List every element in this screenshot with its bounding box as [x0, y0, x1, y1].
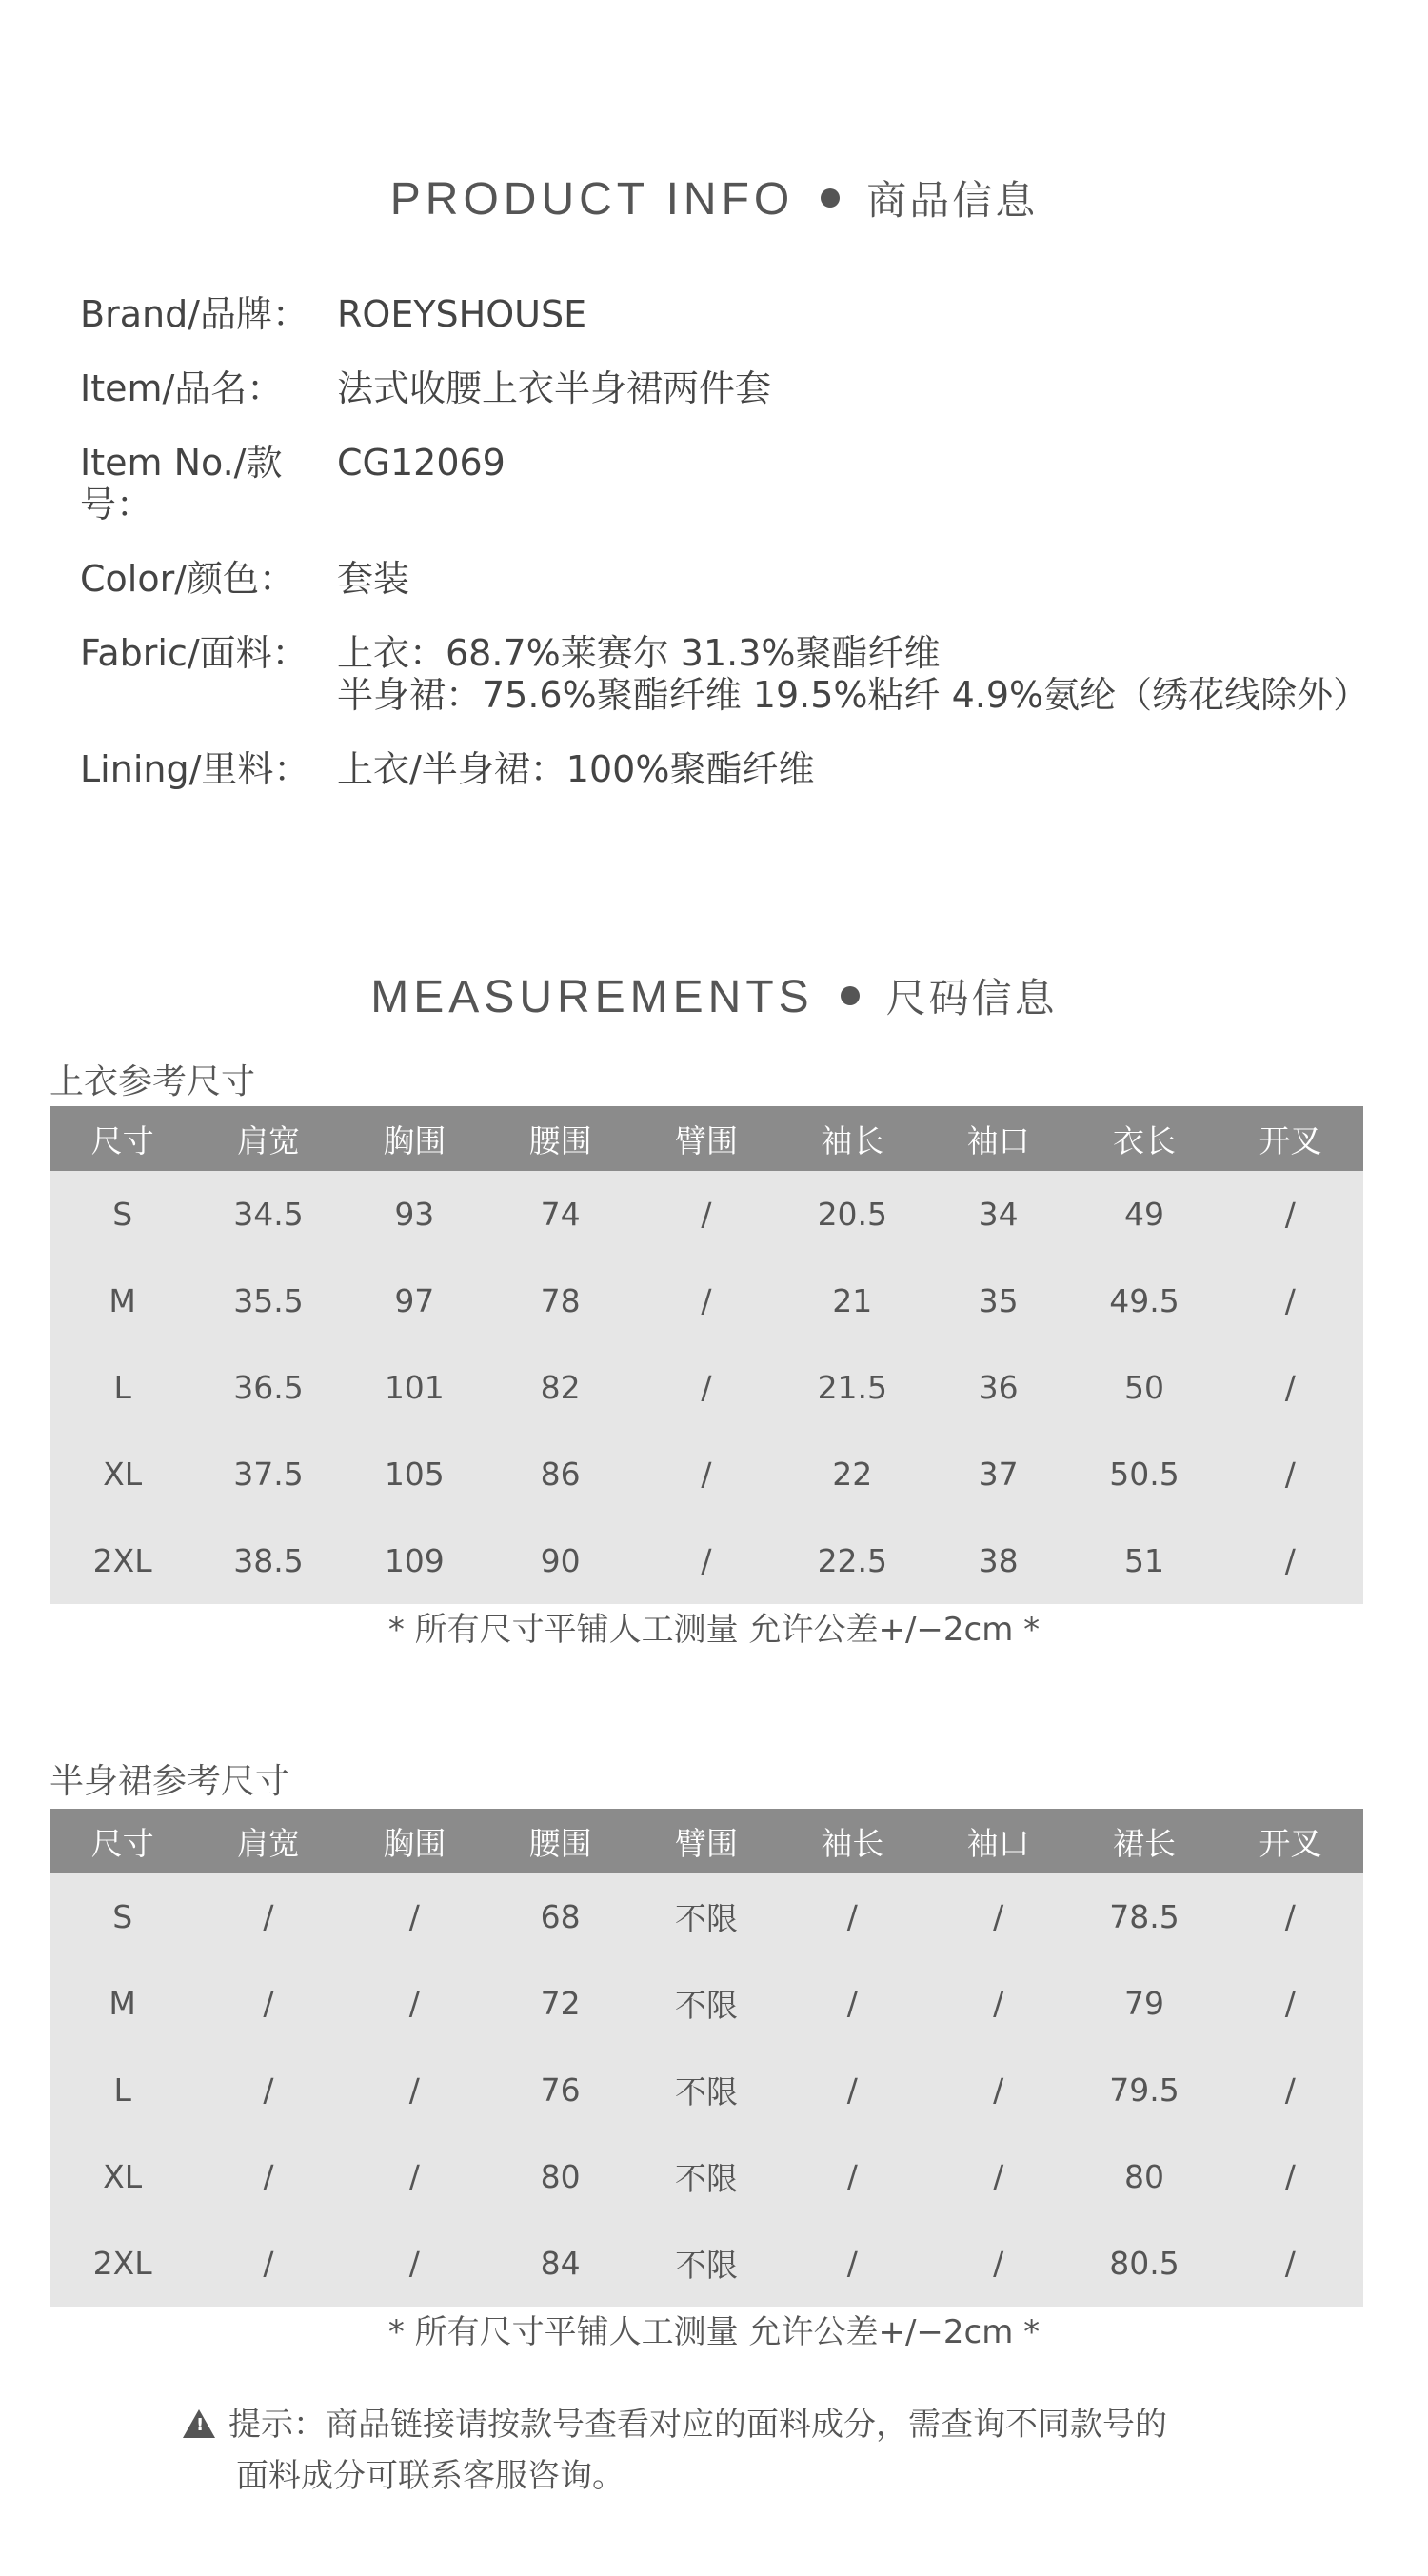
- table-cell: 49: [1071, 1171, 1217, 1258]
- table-cell: /: [342, 2220, 487, 2307]
- table-cell: /: [342, 1960, 487, 2047]
- info-value-line: 套装: [337, 558, 410, 600]
- table-cell: 21: [780, 1258, 925, 1344]
- info-row: [80, 632, 1394, 716]
- table-cell: /: [780, 2133, 925, 2220]
- table-row: [50, 1171, 1363, 1258]
- table-row: [50, 2133, 1363, 2220]
- table-cell: /: [1218, 1258, 1363, 1344]
- table-cell: M: [50, 1960, 195, 2047]
- product-info-title-cn: 商品信息: [866, 177, 1039, 224]
- column-header: 臂围: [633, 1106, 779, 1171]
- table-row: [50, 2220, 1363, 2307]
- info-row: [80, 367, 1394, 409]
- bullet-dot-icon: [841, 986, 860, 1005]
- table-cell: /: [342, 2047, 487, 2133]
- info-value: [337, 748, 1394, 790]
- table-cell: 74: [487, 1171, 633, 1258]
- info-label: Color/颜色：: [80, 558, 296, 600]
- table-cell: /: [1218, 1873, 1363, 1960]
- table-cell: /: [195, 2133, 341, 2220]
- skirt-table-note: * 所有尺寸平铺人工测量 允许公差+/−2cm *: [387, 2313, 1041, 2351]
- table-cell: 51: [1071, 1517, 1217, 1604]
- table-cell: 35: [925, 1258, 1071, 1344]
- bullet-dot-icon: [821, 188, 840, 208]
- tip-notice: [183, 2399, 1325, 2502]
- column-header: 尺寸: [50, 1809, 195, 1873]
- table-cell: /: [342, 2133, 487, 2220]
- table-cell: /: [633, 1171, 779, 1258]
- table-cell: /: [780, 1960, 925, 2047]
- table-cell: /: [925, 2220, 1071, 2307]
- column-header: 肩宽: [195, 1809, 341, 1873]
- measurements-title-cn: 尺码信息: [885, 975, 1058, 1021]
- product-info-list: [80, 293, 1394, 822]
- table-cell: /: [1218, 2220, 1363, 2307]
- table-cell: 不限: [633, 2220, 779, 2307]
- table-cell: 2XL: [50, 2220, 195, 2307]
- table-row: [50, 1258, 1363, 1344]
- table-row: [50, 1960, 1363, 2047]
- skirt-table-caption: 半身裙参考尺寸: [50, 1762, 290, 1801]
- table-cell: /: [780, 2220, 925, 2307]
- table-cell: 不限: [633, 1873, 779, 1960]
- table-cell: 86: [487, 1431, 633, 1517]
- column-header: 胸围: [342, 1106, 487, 1171]
- info-value-line: 半身裙：75.6%聚酯纤维 19.5%粘纤 4.9%氨纶（绣花线除外）: [337, 674, 1370, 716]
- table-cell: L: [50, 2047, 195, 2133]
- info-row: [80, 748, 1394, 790]
- table-cell: 101: [342, 1344, 487, 1431]
- table-cell: /: [195, 1960, 341, 2047]
- info-label: Lining/里料：: [80, 748, 310, 790]
- tip-line-2: 面料成分可联系客服咨询。: [236, 2457, 625, 2495]
- table-cell: 50.5: [1071, 1431, 1217, 1517]
- measurements-title-en: MEASUREMENTS: [370, 972, 814, 1022]
- column-header: 臂围: [633, 1809, 779, 1873]
- info-label: Fabric/面料：: [80, 632, 308, 674]
- table-cell: /: [1218, 1171, 1363, 1258]
- table-cell: 20.5: [780, 1171, 925, 1258]
- column-header: 袖长: [780, 1106, 925, 1171]
- table-row: [50, 1517, 1363, 1604]
- table-cell: /: [925, 2133, 1071, 2220]
- table-cell: XL: [50, 1431, 195, 1517]
- column-header: 袖口: [925, 1106, 1071, 1171]
- table-cell: 79.5: [1071, 2047, 1217, 2133]
- table-cell: 80.5: [1071, 2220, 1217, 2307]
- info-label: Brand/品牌：: [80, 293, 308, 335]
- table-cell: 80: [487, 2133, 633, 2220]
- table-cell: 34.5: [195, 1171, 341, 1258]
- info-value-line: CG12069: [337, 442, 506, 484]
- tip-line-1: 提示：商品链接请按款号查看对应的面料成分，需查询不同款号的: [228, 2406, 1167, 2444]
- table-cell: 38: [925, 1517, 1071, 1604]
- info-row: [80, 442, 1394, 525]
- table-cell: 105: [342, 1431, 487, 1517]
- table-cell: 49.5: [1071, 1258, 1217, 1344]
- table-cell: 2XL: [50, 1517, 195, 1604]
- table-cell: 79: [1071, 1960, 1217, 2047]
- column-header: 腰围: [487, 1106, 633, 1171]
- table-cell: 72: [487, 1960, 633, 2047]
- table-cell: 不限: [633, 1960, 779, 2047]
- table-cell: /: [925, 2047, 1071, 2133]
- table-cell: /: [925, 1873, 1071, 1960]
- table-cell: 37: [925, 1431, 1071, 1517]
- info-value-line: 上衣：68.7%莱赛尔 31.3%聚酯纤维: [337, 632, 941, 674]
- table-cell: /: [1218, 1431, 1363, 1517]
- table-cell: /: [633, 1517, 779, 1604]
- table-cell: S: [50, 1171, 195, 1258]
- table-cell: /: [925, 1960, 1071, 2047]
- table-cell: 90: [487, 1517, 633, 1604]
- table-cell: /: [633, 1431, 779, 1517]
- info-value: [337, 367, 1394, 409]
- table-cell: 36: [925, 1344, 1071, 1431]
- table-cell: /: [1218, 2047, 1363, 2133]
- table-row: [50, 1431, 1363, 1517]
- skirt-size-table: [50, 1809, 1363, 2307]
- table-cell: 84: [487, 2220, 633, 2307]
- product-info-title-en: PRODUCT INFO: [389, 174, 795, 225]
- table-cell: 不限: [633, 2047, 779, 2133]
- column-header: 袖长: [780, 1809, 925, 1873]
- table-cell: /: [1218, 1960, 1363, 2047]
- top-size-table: [50, 1106, 1363, 1604]
- table-cell: /: [633, 1258, 779, 1344]
- table-cell: 80: [1071, 2133, 1217, 2220]
- table-cell: 37.5: [195, 1431, 341, 1517]
- table-cell: 78.5: [1071, 1873, 1217, 1960]
- table-cell: /: [1218, 2133, 1363, 2220]
- table-cell: 21.5: [780, 1344, 925, 1431]
- table-row: [50, 1873, 1363, 1960]
- table-cell: 78: [487, 1258, 633, 1344]
- column-header: 袖口: [925, 1809, 1071, 1873]
- info-value-line: 法式收腰上衣半身裙两件套: [337, 367, 772, 409]
- table-header-row: [50, 1809, 1363, 1873]
- table-cell: M: [50, 1258, 195, 1344]
- table-cell: 93: [342, 1171, 487, 1258]
- table-cell: 36.5: [195, 1344, 341, 1431]
- info-value: [337, 558, 1394, 600]
- info-value: [337, 293, 1394, 335]
- warning-icon: !: [183, 2409, 215, 2438]
- table-cell: /: [780, 1873, 925, 1960]
- measurements-title: [0, 967, 1428, 1024]
- table-cell: 109: [342, 1517, 487, 1604]
- table-cell: S: [50, 1873, 195, 1960]
- info-label: Item No./款号：: [80, 442, 283, 525]
- table-cell: /: [342, 1873, 487, 1960]
- info-value: [337, 632, 1394, 716]
- info-value: [337, 442, 1394, 525]
- table-cell: 22.5: [780, 1517, 925, 1604]
- top-table-note: * 所有尺寸平铺人工测量 允许公差+/−2cm *: [387, 1611, 1041, 1649]
- column-header: 腰围: [487, 1809, 633, 1873]
- table-cell: 38.5: [195, 1517, 341, 1604]
- column-header: 尺寸: [50, 1106, 195, 1171]
- table-cell: 不限: [633, 2133, 779, 2220]
- table-cell: /: [1218, 1517, 1363, 1604]
- column-header: 衣长: [1071, 1106, 1217, 1171]
- table-row: [50, 2047, 1363, 2133]
- table-cell: /: [1218, 1344, 1363, 1431]
- info-value-line: 上衣/半身裙：100%聚酯纤维: [337, 748, 815, 790]
- column-header: 裙长: [1071, 1809, 1217, 1873]
- table-cell: /: [780, 2047, 925, 2133]
- table-cell: 82: [487, 1344, 633, 1431]
- table-header-row: [50, 1106, 1363, 1171]
- table-cell: 35.5: [195, 1258, 341, 1344]
- info-value-line: ROEYSHOUSE: [337, 293, 587, 335]
- table-cell: 50: [1071, 1344, 1217, 1431]
- info-label: Item/品名：: [80, 367, 284, 409]
- table-cell: /: [195, 2047, 341, 2133]
- column-header: 肩宽: [195, 1106, 341, 1171]
- table-cell: L: [50, 1344, 195, 1431]
- table-row: [50, 1344, 1363, 1431]
- table-cell: /: [633, 1344, 779, 1431]
- table-cell: /: [195, 1873, 341, 1960]
- column-header: 开叉: [1218, 1809, 1363, 1873]
- column-header: 胸围: [342, 1809, 487, 1873]
- table-cell: 76: [487, 2047, 633, 2133]
- top-table-caption: 上衣参考尺寸: [50, 1062, 256, 1101]
- table-cell: XL: [50, 2133, 195, 2220]
- table-cell: /: [195, 2220, 341, 2307]
- table-cell: 97: [342, 1258, 487, 1344]
- product-info-title: [0, 169, 1428, 227]
- column-header: 开叉: [1218, 1106, 1363, 1171]
- info-row: [80, 558, 1394, 600]
- table-cell: 68: [487, 1873, 633, 1960]
- info-row: [80, 293, 1394, 335]
- table-cell: 34: [925, 1171, 1071, 1258]
- table-cell: 22: [780, 1431, 925, 1517]
